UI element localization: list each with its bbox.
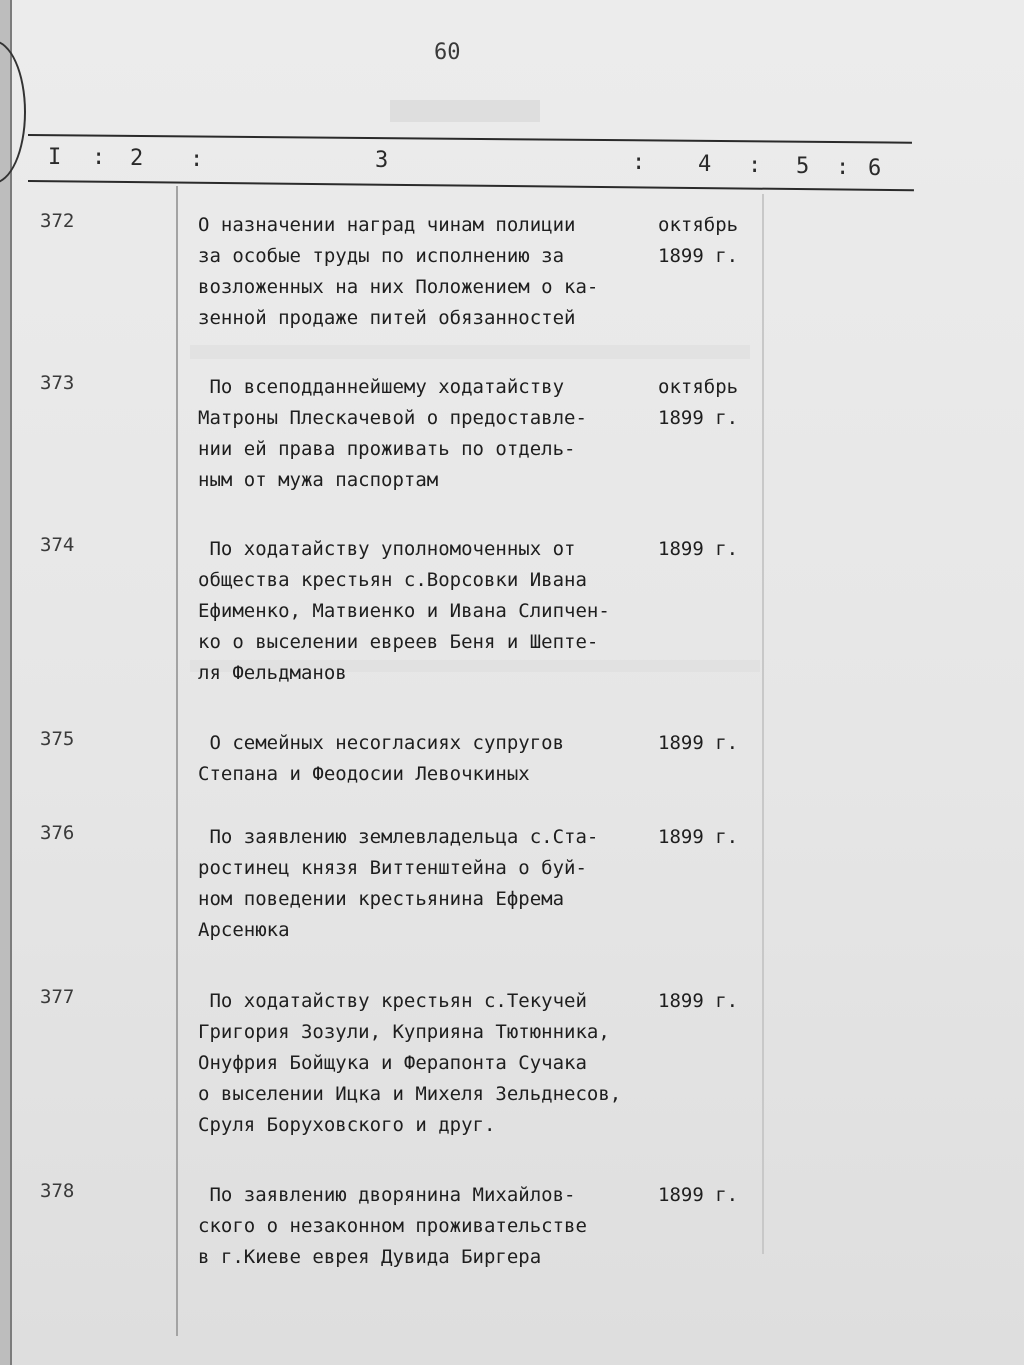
entry-title: О назначении наград чинам полиции за особые труды по исполнению за возложенных на них Положением о ка- зенной продаже питей обязанностей	[198, 214, 599, 329]
entry-date: 1899 г.	[658, 732, 739, 754]
entry-number: 378	[40, 1180, 75, 1202]
entry-date: октябрь 1899 г.	[658, 214, 739, 267]
page-number: 60	[434, 40, 461, 65]
entry-date: 1899 г.	[658, 1184, 739, 1206]
entry-title: По заявлению землевладельца с.Ста- ростинец князя Виттенштейна о буй- ном поведении крестьянина Ефрема Арсенюка	[198, 826, 599, 941]
header-top-rule	[28, 134, 912, 144]
column-separator: :	[92, 145, 106, 170]
column-separator: :	[632, 150, 646, 175]
entry-number: 375	[40, 728, 75, 750]
entry-date: 1899 г.	[658, 826, 739, 848]
entry-title: По ходатайству крестьян с.Текучей Григория Зозули, Куприяна Тютюнника, Онуфрия Бойщука и Ферапонта Сучака о выселении Ицка и Михеля Зельднесов, Сруля Боруховского и друг.	[198, 990, 622, 1136]
page-fold-edge	[10, 0, 12, 1365]
entry-title: По всеподданнейшему ходатайству Матроны Плескачевой о предоставле- нии ей права проживать по отдель- ным от мужа паспортам	[198, 376, 587, 491]
entry-title: По заявлению дворянина Михайлов- ского о незаконном проживательстве в г.Киеве еврея Дувида Биргера	[198, 1184, 587, 1268]
column-separator: :	[836, 155, 850, 180]
entry-date: октябрь 1899 г.	[658, 376, 739, 429]
column-divider-right	[762, 194, 764, 1254]
bleed-through-shadow	[190, 345, 750, 359]
entry-date: 1899 г.	[658, 538, 739, 560]
entry-number: 374	[40, 534, 75, 556]
entry-date: 1899 г.	[658, 990, 739, 1012]
column-divider-left	[176, 186, 178, 1336]
column-5-header: 5	[796, 154, 810, 179]
column-4-header: 4	[698, 152, 712, 177]
column-3-header: 3	[375, 148, 389, 173]
column-separator: :	[190, 147, 204, 172]
entry-number: 377	[40, 986, 75, 1008]
bleed-through-shadow	[390, 100, 540, 122]
entry-number: 373	[40, 372, 75, 394]
column-separator: :	[748, 153, 762, 178]
document-page	[10, 0, 1024, 1365]
column-1-header: I	[48, 145, 62, 170]
entry-title: О семейных несогласиях супругов Степана и Феодосии Левочкиных	[198, 732, 565, 785]
column-6-header: 6	[868, 156, 882, 181]
entry-title: По ходатайству уполномоченных от общества крестьян с.Ворсовки Ивана Ефименко, Матвиенко и Ивана Слипчен- ко о выселении евреев Беня и Шепте- ля Фельдманов	[198, 538, 610, 684]
header-bottom-rule	[28, 180, 914, 191]
entry-number: 372	[40, 210, 75, 232]
column-2-header: 2	[130, 146, 144, 171]
entry-number: 376	[40, 822, 75, 844]
